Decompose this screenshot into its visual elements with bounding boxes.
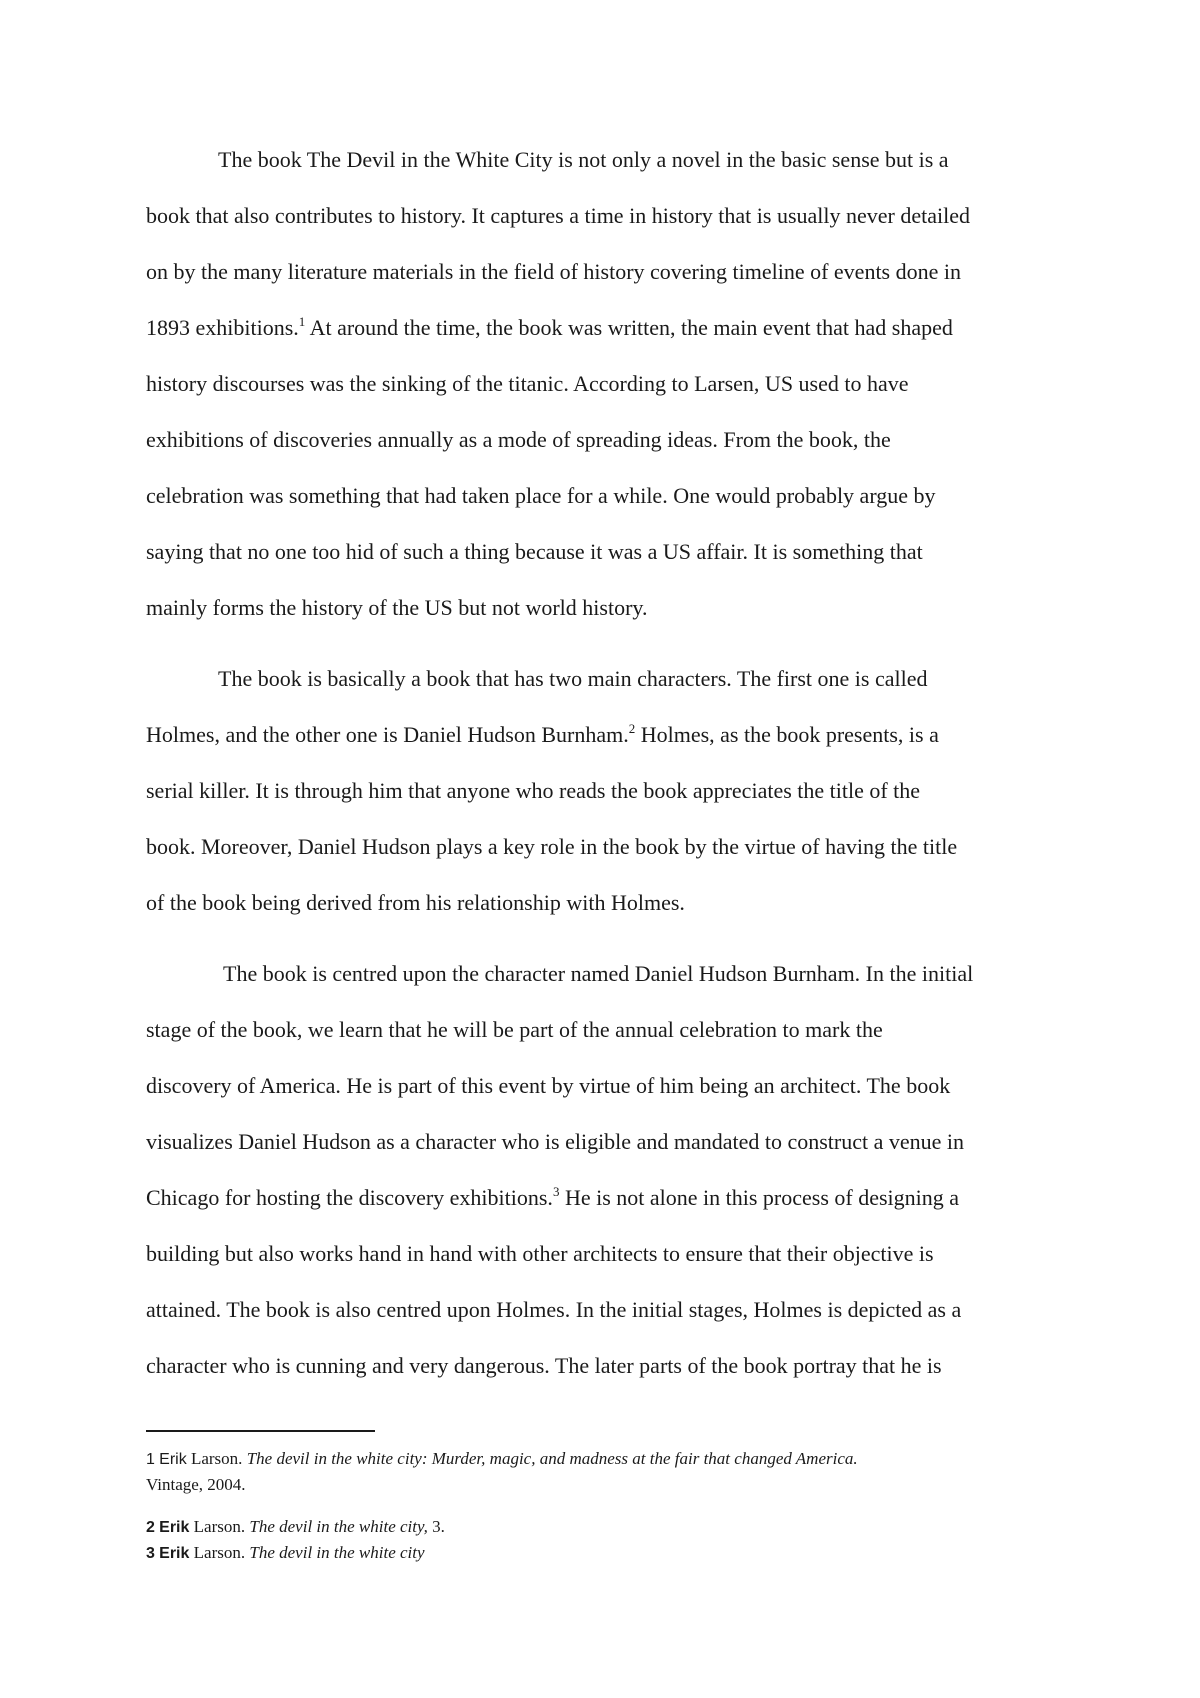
text-line: celebration was something that had taken place for a while. One would probably argue by bbox=[146, 483, 936, 508]
text-segment: At around the time, the book was written, the main event that had shaped bbox=[305, 315, 953, 340]
footnote-ref-3[interactable]: 3 bbox=[552, 1184, 560, 1199]
text-line: of the book being derived from his relationship with Holmes. bbox=[146, 890, 685, 915]
footnote-author-rest: Larson. bbox=[189, 1517, 250, 1536]
text-segment: Holmes, as the book presents, is a bbox=[635, 722, 939, 747]
text-segment: Chicago for hosting the discovery exhibitions. bbox=[146, 1185, 553, 1210]
footnote-page: 3. bbox=[427, 1517, 445, 1536]
text-line bbox=[146, 711, 1066, 767]
text-line: stage of the book, we learn that he will be part of the annual celebration to mark the bbox=[146, 1017, 883, 1042]
text-line: saying that no one too hid of such a thing because it was a US affair. It is something that bbox=[146, 539, 923, 564]
footnote-author-rest: Larson. bbox=[189, 1543, 250, 1562]
footnote-2 bbox=[146, 1514, 1066, 1540]
text-segment: 1893 exhibitions. bbox=[146, 315, 299, 340]
text-line: character who is cunning and very dangerous. The later parts of the book portray that he is bbox=[146, 1353, 942, 1378]
text-line: visualizes Daniel Hudson as a character who is eligible and mandated to construct a venue in bbox=[146, 1129, 965, 1154]
text-line: book that also contributes to history. It captures a time in history that is usually never detailed bbox=[146, 203, 971, 228]
footnotes bbox=[146, 1446, 1066, 1566]
footnote-number: 3 bbox=[146, 1545, 155, 1562]
footnote-3 bbox=[146, 1540, 1066, 1566]
footnote-title: The devil in the white city bbox=[249, 1543, 425, 1562]
footnote-separator bbox=[146, 1430, 375, 1432]
footnote-publisher: Vintage, 2004. bbox=[146, 1475, 246, 1494]
text-line: history discourses was the sinking of the titanic. According to Larsen, US used to have bbox=[146, 371, 909, 396]
text-line bbox=[146, 304, 1066, 360]
text-line: exhibitions of discoveries annually as a mode of spreading ideas. From the book, the bbox=[146, 427, 891, 452]
footnote-title: The devil in the white city: Murder, magic, and madness at the fair that changed America. bbox=[246, 1449, 858, 1468]
text-line: The book is basically a book that has two main characters. The first one is called bbox=[218, 666, 928, 691]
paragraph-3 bbox=[146, 950, 1066, 1398]
text-line: serial killer. It is through him that anyone who reads the book appreciates the title of the bbox=[146, 778, 921, 803]
footnote-title: The devil in the white city, bbox=[249, 1517, 428, 1536]
text-line: on by the many literature materials in the field of history covering timeline of events done in bbox=[146, 259, 961, 284]
footnote-number: 2 bbox=[146, 1519, 155, 1536]
text-line: The book is centred upon the character named Daniel Hudson Burnham. In the initial bbox=[223, 961, 974, 986]
body-text bbox=[146, 136, 1066, 1413]
footnote-author-first: Erik bbox=[159, 1545, 190, 1562]
text-line bbox=[146, 1174, 1066, 1230]
text-line: The book The Devil in the White City is not only a novel in the basic sense but is a bbox=[218, 147, 949, 172]
text-segment: Holmes, and the other one is Daniel Hudson Burnham. bbox=[146, 722, 629, 747]
footnote-ref-1[interactable]: 1 bbox=[298, 314, 306, 329]
footnote-1 bbox=[146, 1446, 1066, 1497]
text-segment: He is not alone in this process of designing a bbox=[559, 1185, 960, 1210]
footnote-author-first: Erik bbox=[159, 1519, 190, 1536]
footnote-author-rest: Larson. bbox=[186, 1449, 247, 1468]
text-line: building but also works hand in hand with other architects to ensure that their objective is bbox=[146, 1241, 934, 1266]
text-line: mainly forms the history of the US but not world history. bbox=[146, 595, 648, 620]
text-line: book. Moreover, Daniel Hudson plays a key role in the book by the virtue of having the title bbox=[146, 834, 958, 859]
paragraph-1 bbox=[146, 136, 1066, 640]
text-line: attained. The book is also centred upon Holmes. In the initial stages, Holmes is depicted as a bbox=[146, 1297, 962, 1322]
footnote-author-first: Erik bbox=[159, 1451, 187, 1468]
paragraph-2 bbox=[146, 655, 1066, 935]
footnote-number: 1 bbox=[146, 1451, 155, 1468]
footnote-ref-2[interactable]: 2 bbox=[628, 721, 636, 736]
text-line: discovery of America. He is part of this event by virtue of him being an architect. The book bbox=[146, 1073, 951, 1098]
